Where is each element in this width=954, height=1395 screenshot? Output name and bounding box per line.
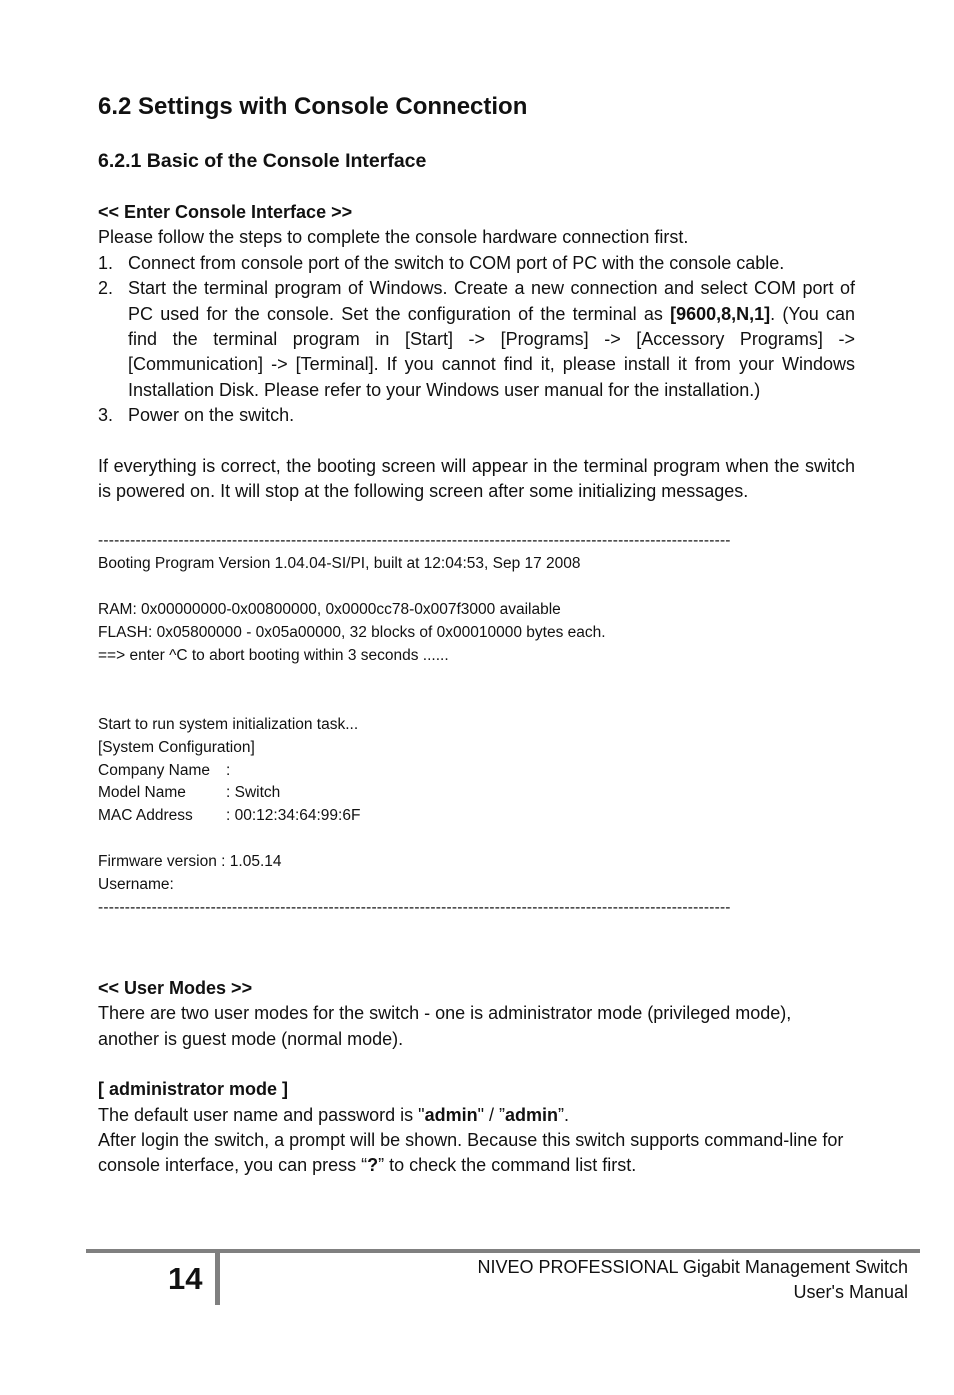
step-item: [98, 276, 855, 403]
blank-line: [98, 691, 855, 714]
step-item: [98, 403, 855, 428]
separator-line: ----------------------------------------------------------------------------------------------------------------------: [98, 898, 731, 916]
page-content: [98, 90, 855, 1179]
page-number: 14: [168, 1261, 203, 1296]
model-name-value: : Switch: [226, 784, 281, 802]
prompt-description: [98, 1128, 855, 1179]
mac-address-value: : 00:12:34:64:99:6F: [226, 807, 361, 825]
user-modes-heading: << User Modes >>: [98, 977, 253, 998]
footer-rule: [86, 1249, 920, 1253]
spacer: [98, 1052, 855, 1077]
subsection-title: 6.2.1 Basic of the Console Interface: [98, 150, 427, 172]
step-text: Connect from console port of the switch to COM port of PC with the console cable.: [128, 252, 785, 273]
prompt-text-part: After login the switch, a prompt will be shown. Because this switch supports command-line for console interface, you can press “: [98, 1129, 844, 1176]
footer-title: [478, 1255, 909, 1306]
step-item: [98, 251, 855, 276]
spacer: [98, 920, 855, 976]
spacer: [98, 504, 855, 530]
document-type: User's Manual: [793, 1282, 908, 1303]
terminal-config: [9600,8,N,1]: [670, 303, 771, 324]
company-name-label: Company Name: [98, 761, 210, 779]
help-key: ?: [367, 1155, 379, 1176]
step-number: 2.: [98, 278, 114, 299]
step-number: 1.: [98, 252, 114, 273]
credentials-text-part: The default user name and password is ": [98, 1104, 425, 1125]
console-line: RAM: 0x00000000-0x00800000, 0x0000cc78-0x007f3000 available: [98, 601, 561, 619]
credentials-text-part: ”.: [558, 1104, 569, 1125]
prompt-text-part: ” to check the command list first.: [378, 1155, 637, 1176]
blank-line: [98, 668, 855, 691]
default-credentials-text: [98, 1103, 855, 1128]
company-name-value: :: [226, 761, 231, 779]
console-line: ==> enter ^C to abort booting within 3 seconds ......: [98, 647, 449, 664]
model-name-line: [98, 782, 855, 805]
credentials-text-part: " / ”: [477, 1104, 505, 1125]
default-password: admin: [504, 1104, 558, 1125]
separator-line: ----------------------------------------------------------------------------------------------------------------------: [98, 532, 731, 550]
console-line: Firmware version : 1.05.14: [98, 853, 282, 871]
spacer: [98, 429, 855, 454]
section-title: 6.2 Settings with Console Connection: [98, 93, 528, 120]
booting-description: If everything is correct, the booting screen will appear in the terminal program when the switch is powered on. It will stop at the following screen after some initializing messages.: [98, 455, 855, 502]
admin-mode-heading: [ administrator mode ]: [98, 1079, 289, 1100]
footer-divider: [215, 1253, 220, 1305]
blank-line: [98, 576, 855, 599]
console-line: Username:: [98, 876, 174, 894]
mac-address-line: [98, 805, 855, 828]
blank-line: [98, 828, 855, 851]
model-name-label: Model Name: [98, 784, 186, 802]
product-name: NIVEO PROFESSIONAL Gigabit Management Switch: [477, 1257, 908, 1277]
console-output: [98, 530, 855, 919]
step-number: 3.: [98, 405, 114, 426]
default-username: admin: [424, 1104, 478, 1125]
mac-address-label: MAC Address: [98, 807, 193, 825]
console-line: Start to run system initialization task...: [98, 715, 359, 733]
user-modes-text: There are two user modes for the switch - one is administrator mode (privileged mode), another is guest mode (normal mode).: [98, 1003, 792, 1049]
company-name-line: [98, 760, 855, 783]
console-line: FLASH: 0x05800000 - 0x05a00000, 32 blocks of 0x00010000 bytes each.: [98, 624, 606, 642]
enter-console-heading: << Enter Console Interface >>: [98, 202, 353, 222]
step-text-continued: . (You can find the terminal program in [Start] -> [Programs] -> [Accessory Programs] -> [Communication] -> [Terminal]. If you cannot find it, please install it from your Windows Installation Disk. Please refer to your Windows user manual for the installation.): [128, 303, 855, 400]
step-text: Power on the switch.: [128, 405, 295, 426]
step-text: Start the terminal program of Windows. Create a new connection and select COM port of PC used for the console. Set the configuration of the terminal as: [128, 278, 855, 324]
console-line: Booting Program Version 1.04.04-SI/PI, built at 12:04:53, Sep 17 2008: [98, 555, 581, 573]
connection-steps: [98, 251, 855, 429]
console-line: [System Configuration]: [98, 738, 255, 756]
enter-console-intro: Please follow the steps to complete the console hardware connection first.: [98, 227, 689, 248]
